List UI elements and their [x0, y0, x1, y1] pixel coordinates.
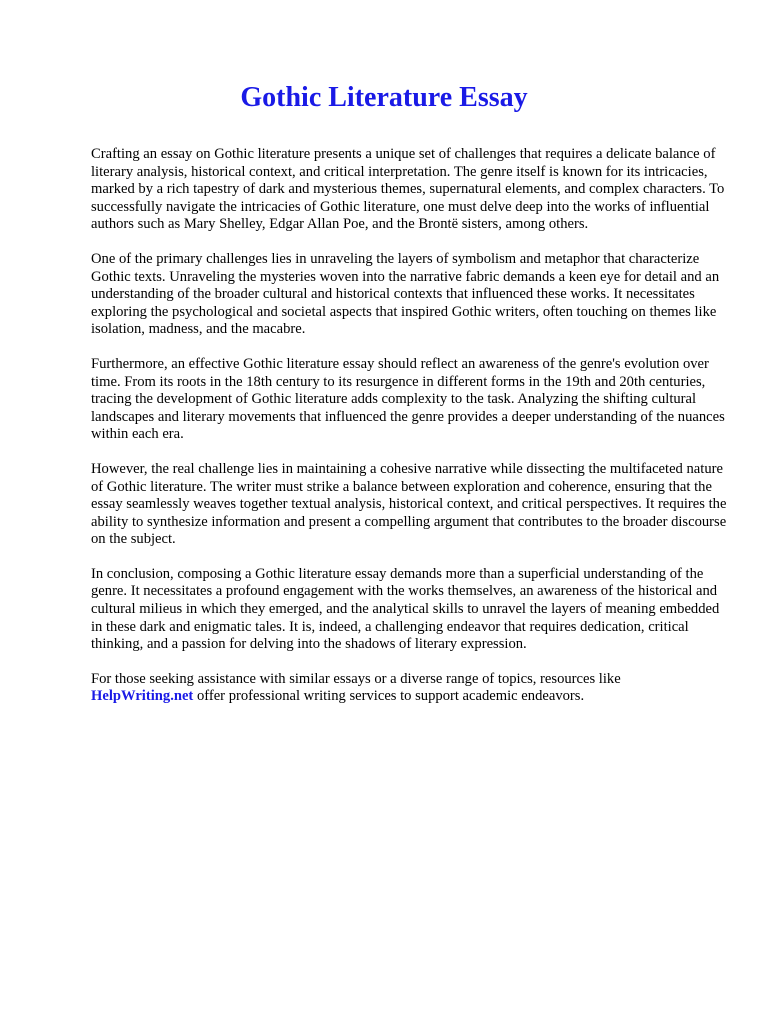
paragraph-evolution: Furthermore, an effective Gothic literature essay should reflect an awareness of the genre's evolution over time. From its roots in the 18th century to its resurgence in different forms in the 19th and 20th centuries, tracing the development of Gothic literature adds complexity to the task. Analyzing the shifting cultural landscapes and literary movements that influenced the genre provides a deeper understanding of the nuances within each era. [91, 355, 725, 443]
helpwriting-link[interactable]: HelpWriting.net [91, 688, 194, 705]
paragraph-intro: Crafting an essay on Gothic literature presents a unique set of challenges that requires a delicate balance of literary analysis, historical context, and critical interpretation. The genre itself is known for its intricacies, marked by a rich tapestry of dark and mysterious themes, supernatural elements, and complex characters. To successfully navigate the intricacies of Gothic literature, one must delve deep into the works of influential authors such as Mary Shelley, Edgar Allan Poe, and the Brontë sisters, among others. [91, 146, 725, 233]
closing-text-before-link: For those seeking assistance with similar essays or a diverse range of topics, resources like [91, 670, 621, 687]
document-body [91, 146, 731, 723]
closing-text-after-link: offer professional writing services to support academic endeavors. [196, 688, 585, 705]
paragraph-conclusion: In conclusion, composing a Gothic literature essay demands more than a superficial understanding of the genre. It necessitates a profound engagement with the works themselves, an awareness of the historical and cultural milieus in which they emerged, and the analytical skills to unravel the layers of meaning embedded in these dark and enigmatic tales. It is, indeed, a challenging endeavor that requires dedication, critical thinking, and a passion for delving into the shadows of literary expression. [91, 565, 720, 653]
paragraph-symbolism: One of the primary challenges lies in unraveling the layers of symbolism and metaphor that characterize Gothic texts. Unraveling the mysteries woven into the narrative fabric demands a keen eye for detail and an understanding of the broader cultural and historical contexts that influenced these works. It necessitates exploring the psychological and societal aspects that inspired Gothic writers, often touching on themes like isolation, madness, and the macabre. [91, 250, 720, 338]
paragraph-closing [91, 671, 731, 706]
document-title: Gothic Literature Essay [240, 82, 528, 113]
paragraph-cohesion: However, the real challenge lies in maintaining a cohesive narrative while dissecting the multifaceted nature of Gothic literature. The writer must strike a balance between exploration and coherence, ensuring that the essay seamlessly weaves together textual analysis, historical context, and critical perspectives. It requires the ability to synthesize information and present a compelling argument that contributes to the broader discourse on the subject. [91, 460, 727, 548]
